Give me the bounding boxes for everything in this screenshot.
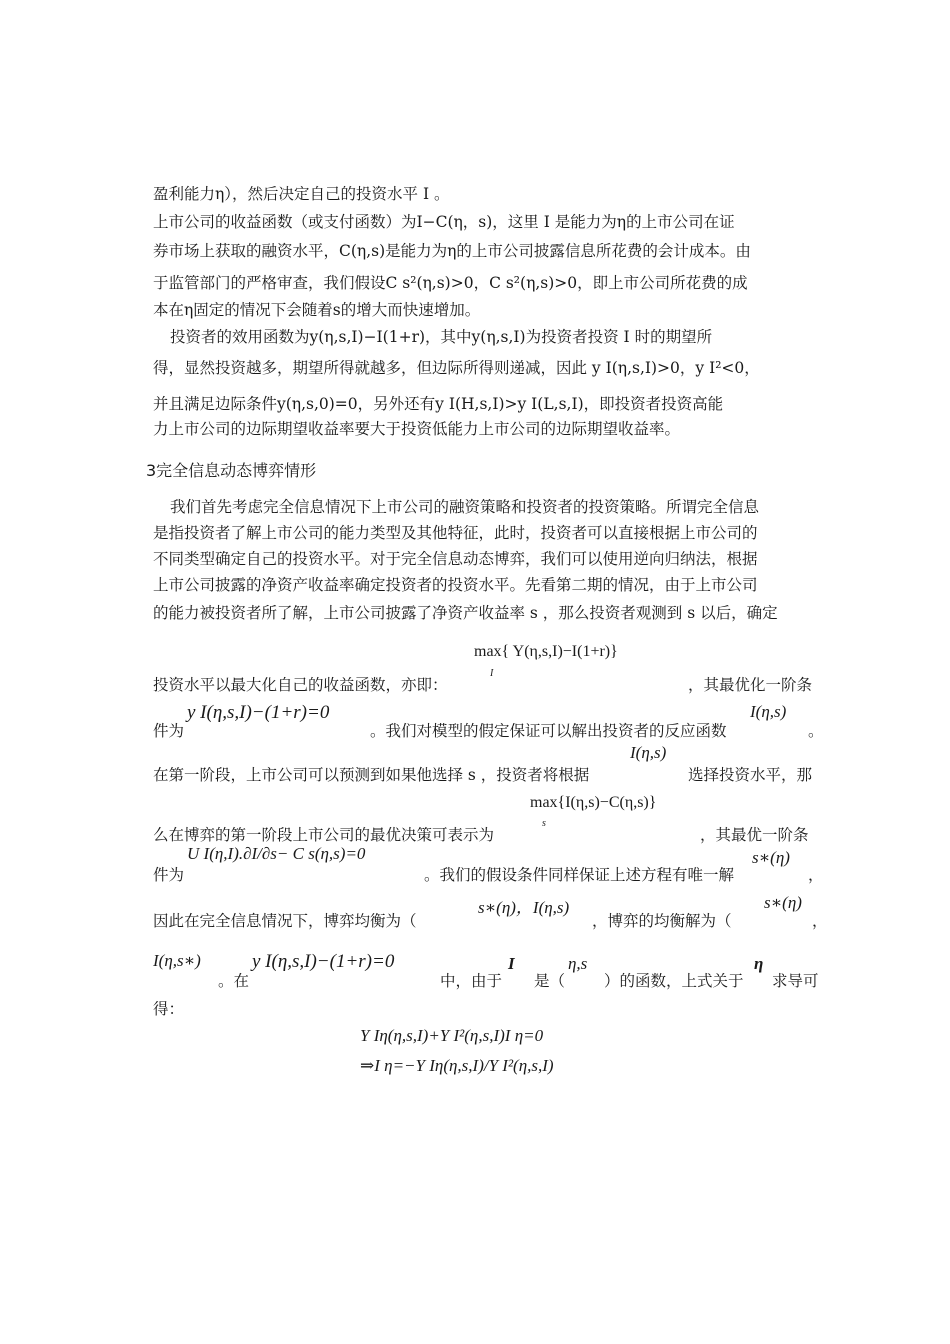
- s3-line1: 我们首先考虑完全信息情况下上市公司的融资策略和投资者的投资策略。所谓完全信息: [170, 498, 760, 516]
- s3-line12b: 中，由于: [440, 972, 503, 990]
- s3-line11-eq: s∗(η)，I(η,s): [478, 898, 570, 917]
- s3-line12a: 。在: [218, 972, 250, 990]
- s3-line11b: ，博弈的均衡解为（: [592, 912, 732, 930]
- s3-line8-eq: I(η,s): [630, 743, 667, 762]
- max-formula-1: max{ Y(η,s,I)−I(1+r)}: [474, 643, 618, 660]
- s3-line7-eq: y I(η,s,I)−(1+r)=0: [187, 702, 330, 723]
- s3-line3: 不同类型确定自己的投资水平。对于完全信息动态博弈，我们可以使用逆向归纳法，根据: [153, 550, 758, 568]
- s3-line7a: 件为: [153, 722, 185, 740]
- s3-line11c: ，: [812, 912, 828, 930]
- s3-line12c: 是（: [534, 972, 566, 990]
- max-formula-1-sub: I: [490, 668, 494, 679]
- s3-line10-eq2: s∗(η): [752, 848, 790, 867]
- s3-line8a: 在第一阶段，上市公司可以预测到如果他选择 s ，投资者将根据: [153, 766, 590, 784]
- s3-line11-eq2: s∗(η): [764, 893, 802, 912]
- s3-line7b: 。我们对模型的假定保证可以解出投资者的反应函数: [370, 722, 727, 740]
- s3-line9a: 么在博弈的第一阶段上市公司的最优决策可表示为: [153, 826, 495, 844]
- s3-line9b: ，其最优一阶条: [700, 826, 809, 844]
- formula-1: Y Iη(η,s,I)+Y I²(η,s,I)I η=0: [360, 1026, 544, 1045]
- p1-line1: 盈利能力η），然后决定自己的投资水平 I 。: [153, 185, 450, 203]
- formula-2: ⇒I η=−Y Iη(η,s,I)/Y I²(η,s,I): [360, 1056, 554, 1075]
- s3-line12e: 求导可: [772, 972, 819, 990]
- max-formula-2-sub: s: [542, 818, 546, 829]
- s3-line11a: 因此在完全信息情况下，博弈均衡为（: [153, 912, 417, 930]
- s3-line7c: 。: [808, 722, 824, 740]
- s3-line4: 上市公司披露的净资产收益率确定投资者的投资水平。先看第二期的情况，由于上市公司: [153, 576, 758, 594]
- max-formula-2: max{I(η,s)−C(η,s)}: [530, 794, 657, 811]
- p2-line2: 得，显然投资越多，期望所得就越多，但边际所得则递减，因此 y I(η,s,I)>0，y I²<0，: [153, 359, 760, 377]
- s3-line6a: 投资水平以最大化自己的收益函数，亦即：: [153, 676, 448, 694]
- s3-line12-eq2: y I(η,s,I)−(1+r)=0: [252, 951, 395, 972]
- s3-line12-eq3: η,s: [568, 954, 588, 973]
- s3-line12-eq: I(η,s∗): [153, 951, 201, 970]
- s3-line7-eq2: I(η,s): [750, 702, 787, 721]
- s3-line12d: ）的函数，上式关于: [604, 972, 744, 990]
- section-heading: 3完全信息动态博弈情形: [146, 461, 317, 480]
- eta-symbol: η: [754, 954, 764, 973]
- s3-line10a: 件为: [153, 866, 185, 884]
- s3-line10b: 。我们的假设条件同样保证上述方程有唯一解: [424, 866, 735, 884]
- s3-line5: 的能力被投资者所了解，上市公司披露了净资产收益率 s ，那么投资者观测到 s 以后，确定: [153, 604, 778, 622]
- p1-line3: 券市场上获取的融资水平，C(η,s)是能力为η的上市公司披露信息所花费的会计成本。由: [153, 242, 751, 260]
- s3-line6b: ，其最优化一阶条: [688, 676, 813, 694]
- p1-line2: 上市公司的收益函数（或支付函数）为I−C(η，s)，这里 I 是能力为η的上市公司在证: [153, 213, 735, 231]
- p1-line4: 于监管部门的严格审查，我们假设C s²(η,s)>0，C s²(η,s)>0，即上市公司所花费的成: [153, 274, 748, 292]
- s3-line8b: 选择投资水平，那: [688, 766, 813, 784]
- s3-line2: 是指投资者了解上市公司的能力类型及其他特征，此时，投资者可以直接根据上市公司的: [153, 524, 758, 542]
- p2-line3: 并且满足边际条件y(η,s,0)=0，另外还有y I(H,s,I)>y I(L,s,I)，即投资者投资高能: [153, 395, 724, 413]
- s3-line10c: ，: [808, 866, 824, 884]
- s3-line13: 得：: [153, 1000, 185, 1018]
- p1-line5: 本在η固定的情况下会随着s的增大而快速增加。: [153, 301, 481, 319]
- p2-line4: 力上市公司的边际期望收益率要大于投资低能力上市公司的边际期望收益率。: [153, 420, 681, 438]
- p2-line1: 投资者的效用函数为y(η,s,I)−I(1+r)，其中y(η,s,I)为投资者投资 I 时的期望所: [170, 328, 713, 346]
- s3-line10-eq: U I(η,I).∂I/∂s− C s(η,s)=0: [187, 844, 366, 863]
- italic-I-symbol: I: [508, 954, 515, 973]
